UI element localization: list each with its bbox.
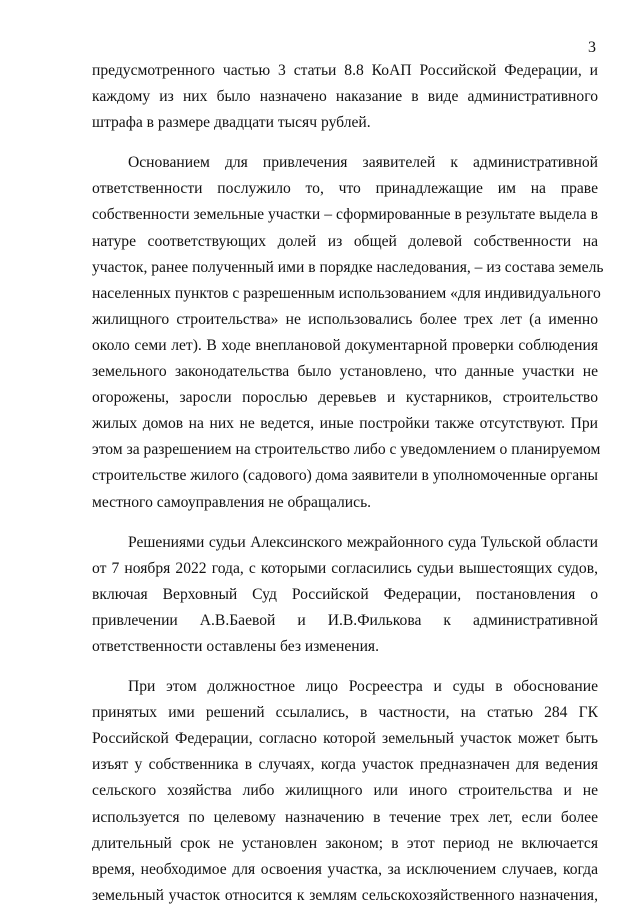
text-line: земельного законодательства было установлено, что данные участки не bbox=[92, 363, 598, 381]
text-line: штрафа в размере двадцати тысяч рублей. bbox=[92, 114, 371, 132]
text-line: включая Верховный Суд Российской Федерации, постановления о bbox=[92, 585, 598, 603]
text-line: При этом должностное лицо Росреестра и суды в обоснование bbox=[128, 678, 598, 696]
text-line: длительный срок не установлен законом; в этот период не включается bbox=[92, 834, 598, 852]
text-line: земельный участок относится к землям сельскохозяйственного назначения, bbox=[92, 886, 598, 904]
text-line: Основанием для привлечения заявителей к административной bbox=[128, 154, 598, 172]
text-line: населенных пунктов с разрешенным использованием «для индивидуального bbox=[92, 284, 601, 302]
paragraph-3 bbox=[92, 530, 598, 660]
text-line: строительстве жилого (садового) дома заявители в уполномоченные органы bbox=[92, 467, 598, 485]
text-line: каждому из них было назначено наказание в виде административного bbox=[92, 88, 598, 106]
text-line: натуре соответствующих долей из общей долевой собственности на bbox=[92, 232, 598, 250]
text-line: собственности земельные участки – сформированные в результате выдела в bbox=[92, 206, 598, 224]
text-line: предусмотренного частью 3 статьи 8.8 КоАП Российской Федерации, и bbox=[92, 62, 598, 79]
document-body bbox=[92, 58, 604, 909]
page-number: 3 bbox=[588, 39, 596, 56]
text-line: от 7 ноября 2022 года, с которыми согласились судьи вышестоящих судов, bbox=[92, 559, 598, 577]
text-line: изъят у собственника в случаях, когда участок предназначен для ведения bbox=[92, 756, 598, 774]
text-line: огорожены, заросли порослью деревьев и кустарников, строительство bbox=[92, 389, 598, 407]
text-line: местного самоуправления не обращались. bbox=[92, 493, 372, 511]
text-line: жилищного строительства» не использовались более трех лет (а именно bbox=[92, 310, 598, 328]
text-line: участок, ранее полученный ими в порядке наследования, – из состава земель bbox=[92, 258, 604, 276]
text-line: около семи лет). В ходе внеплановой документарной проверки соблюдения bbox=[92, 336, 598, 354]
text-line: Российской Федерации, согласно которой земельный участок может быть bbox=[92, 730, 598, 748]
text-line: ответственности оставлены без изменения. bbox=[92, 637, 379, 655]
paragraph-2 bbox=[92, 150, 604, 515]
text-line: сельского хозяйства либо жилищного или иного строительства и не bbox=[92, 782, 598, 800]
text-line: ответственности послужило то, что принадлежащие им на праве bbox=[92, 180, 598, 198]
text-line: жилых домов на них не ведется, иные постройки также отсутствуют. При bbox=[92, 415, 598, 433]
text-line: Решениями судьи Алексинского межрайонного суда Тульской области bbox=[128, 533, 598, 551]
text-line: привлечении А.В.Баевой и И.В.Филькова к административной bbox=[92, 611, 598, 629]
paragraph-4 bbox=[92, 674, 598, 909]
text-line: принятых ими решений ссылались, в частности, на статью 284 ГК bbox=[92, 704, 598, 722]
text-line: используется по целевому назначению в течение трех лет, если более bbox=[92, 808, 598, 826]
text-line: этом за разрешением на строительство либо с уведомлением о планируемом bbox=[92, 441, 601, 459]
paragraph-1 bbox=[92, 58, 598, 136]
text-line: время, необходимое для освоения участка, за исключением случаев, когда bbox=[92, 860, 598, 878]
